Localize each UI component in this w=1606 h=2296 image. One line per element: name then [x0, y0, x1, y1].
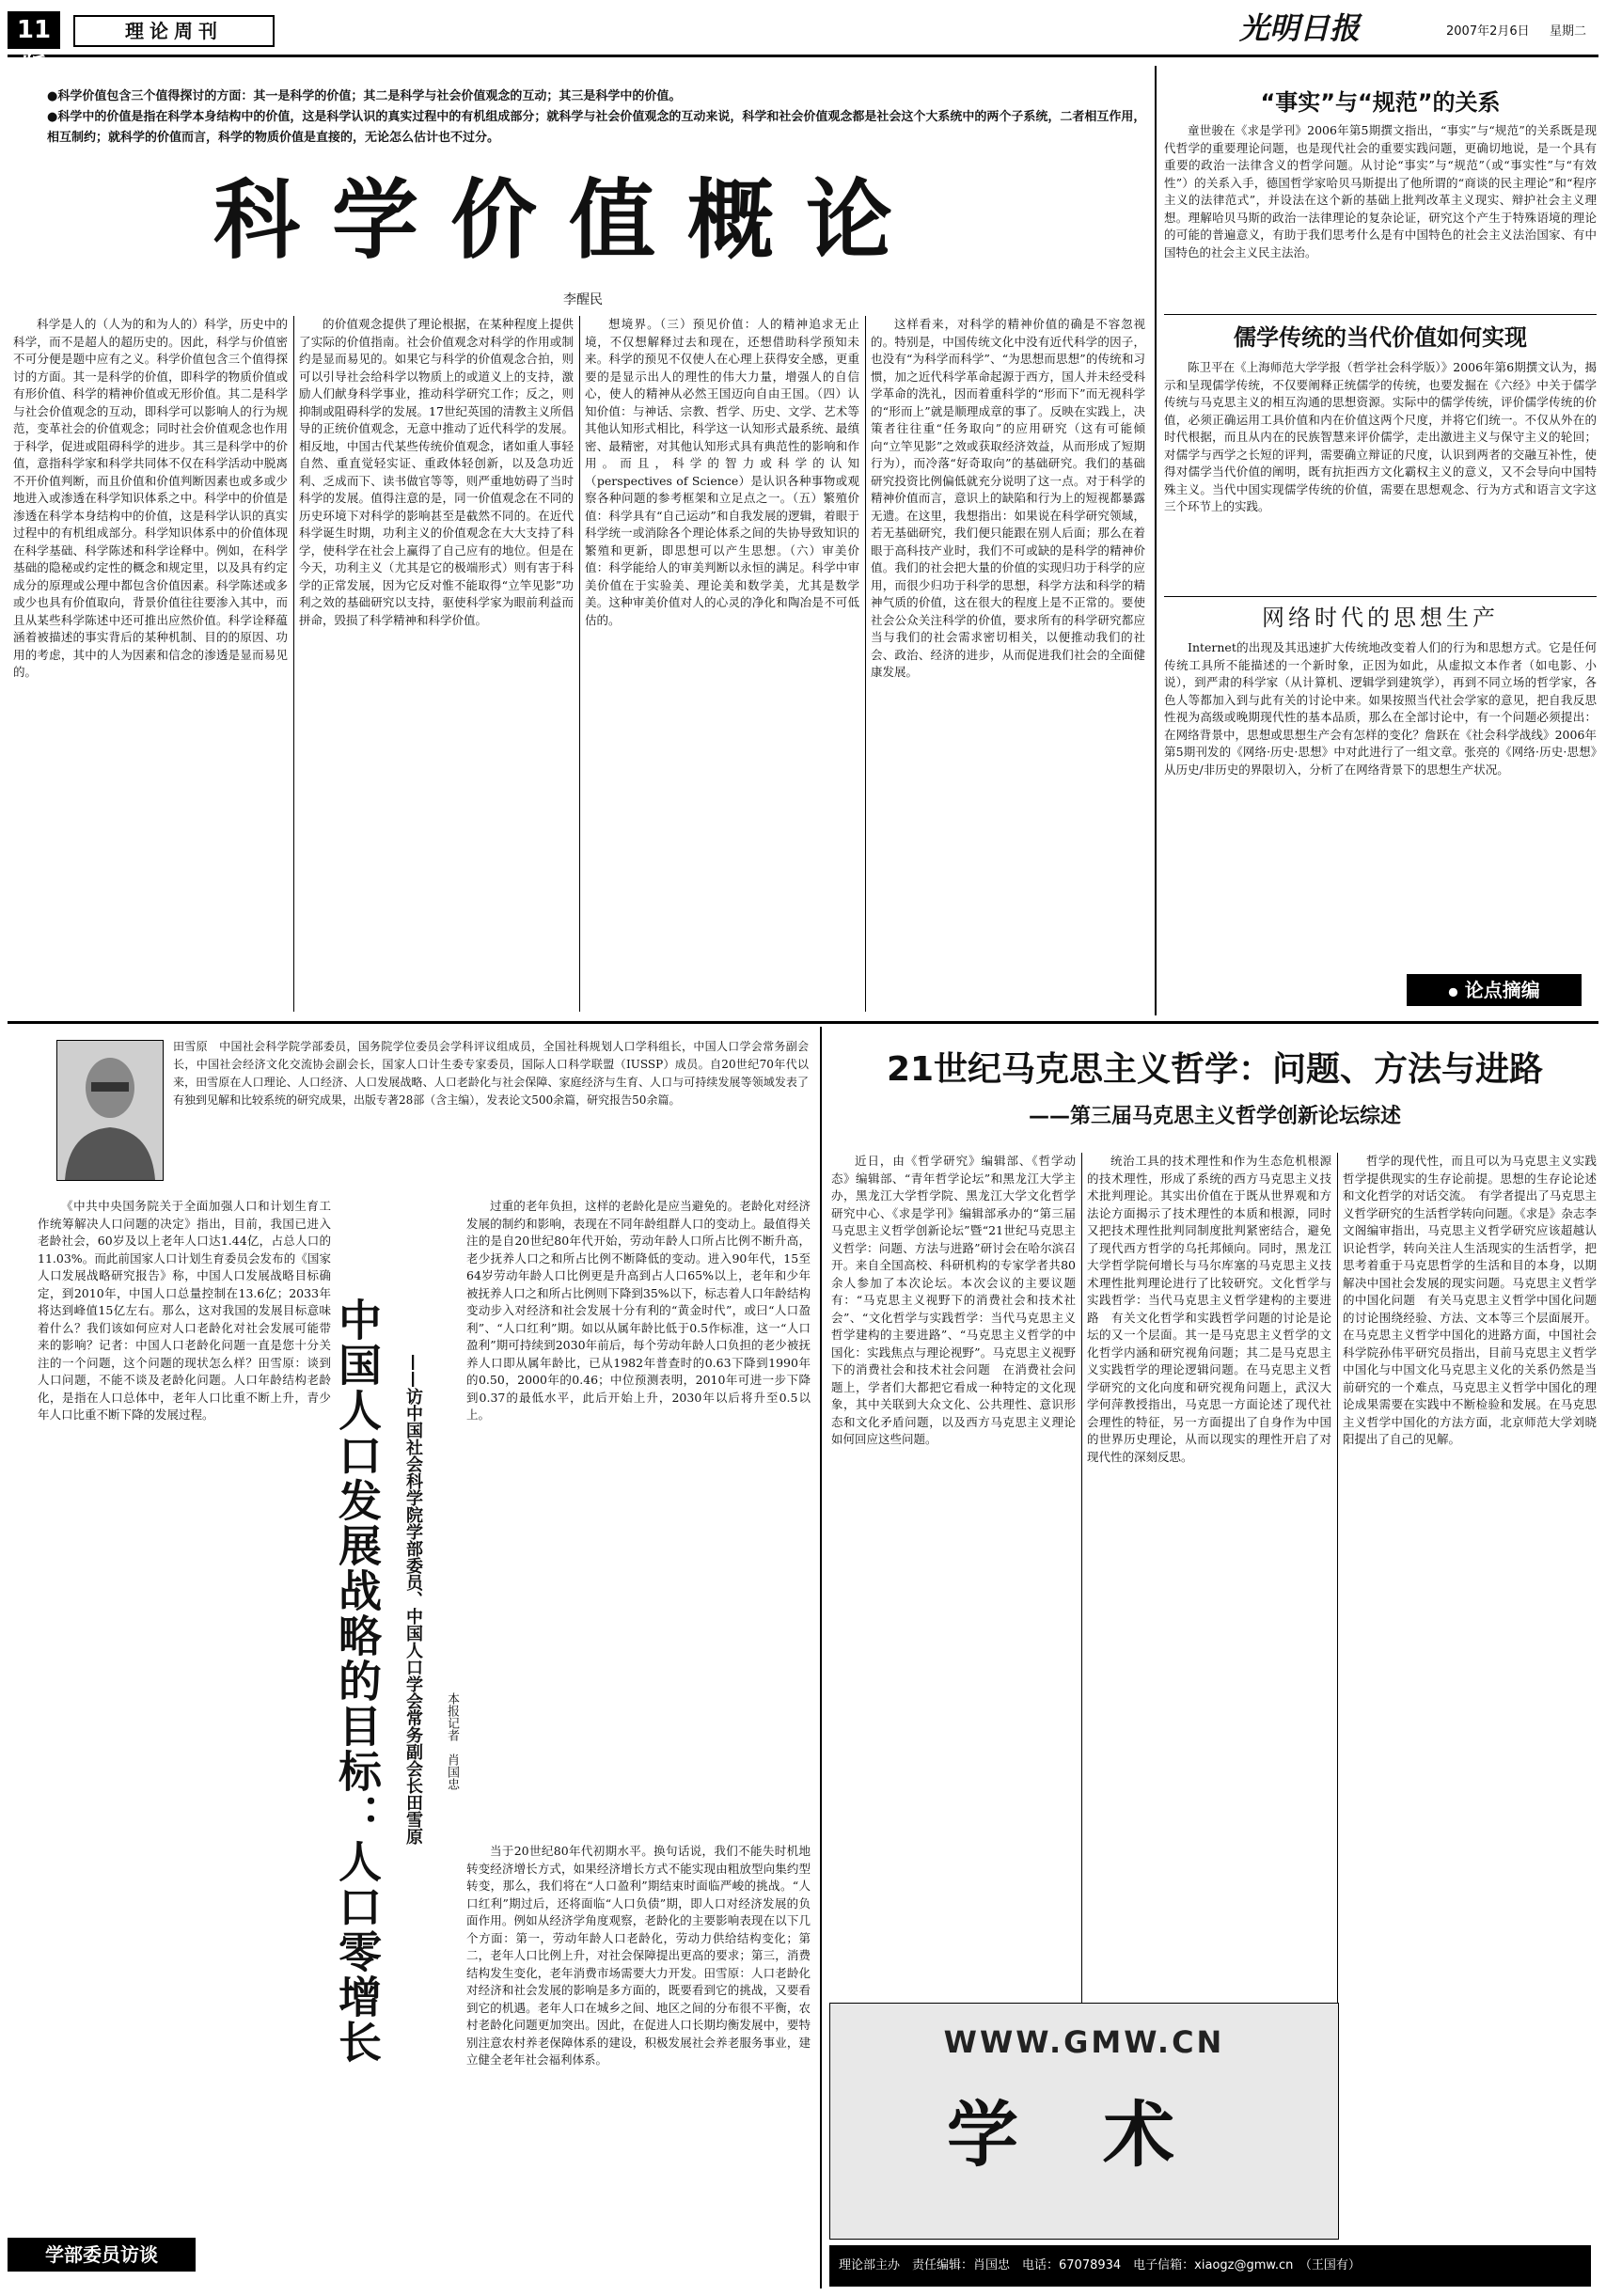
lead-intro-line: ●科学价值包含三个值得探讨的方面：其一是科学的价值；其二是科学与社会价值观念的互动；其三是科学中的价值。 — [47, 89, 682, 103]
sidebar-separator — [1164, 314, 1597, 315]
sidebar-title: 网络时代的思想生产 — [1262, 605, 1499, 631]
sidebar-tag-text: 论点摘编 — [1464, 979, 1540, 1001]
lead-col — [585, 316, 859, 1012]
section-divider — [8, 1021, 1598, 1024]
forum-paragraph: 近日，由《哲学研究》编辑部、《哲学动态》编辑部、“青年哲学论坛”和黑龙江大学主办，黑龙江大学哲学院、黑龙江大学文化哲学研究中心、《求是学刊》编辑部承办的“第三届马克思主义哲学创新论坛”暨“21世纪马克思主义哲学：问题、方法与进路”研讨会在哈尔滨召开。来自全国高校、科研机构的专家学者共80余人参加了本次论坛。本次会议的主要议题有：“马克思主义视野下的消费社会和技术社会”、“文化哲学与实践哲学：当代马克思主义哲学建构的主要进路”、“马克思主义哲学的中国化：实践焦点与理论视野”。马克思主义视野下的消费社会和技术社会问题 在消费社会问题上，学者们大都把它看成一种特定的文化现象，其中关联到大众文化、公共理性、意识形态和文化矛盾问题，以及西方马克思主义理论如何回应这些问题。 — [831, 1154, 1076, 1446]
interview-paragraph: 当于20世纪80年代初期水平。换句话说，我们不能失时机地转变经济增长方式，如果经济增长方式不能实现由粗放型向集约型转变，那么，我们将在“人口盈利”期结束时面临严峻的挑战。“人口红利”期过后，还将面临“人口负债”期，即人口对经济发展的负面作用。例如从经济学角度观察，老龄化的主要影响表现在以下几个方面：第一，劳动年龄人口老龄化，劳动力供给结构变化；第二，老年人口比例上升，对社会保障提出更高的要求；第三，消费结构发生变化，老年消费市场需要大力开发。田雪原：人口老龄化对经济和社会发展的影响是多方面的，既要看到它的挑战，又要看到它的机遇。老年人口在城乡之间、地区之间的分布很不平衡，农村老龄化问题更加突出。因此，在促进人口长期均衡发展中，要特别注意农村养老保障体系的建设，积极发展社会养老服务事业，建立健全老年社会福利体系。 — [466, 1844, 811, 2067]
lead-paragraph: 的价值观念提供了理论根据，在某种程度上提供了实际的价值指南。社会价值观念对科学的作用或制约是显而易见的。如果它与科学的价值观念合拍，则可以引导社会给科学以物质上的或道义上的支持，激励人们献身科学事业，推动科学研究工作；反之，则抑制或阻碍科学的发展。17世纪英国的清教主义所倡导的正统价值观念，无意中推动了近代科学的发展。相反地，中国古代某些传统价值观念，诸如重人事轻自然、重直觉轻实证、重政体轻创新，以及急功近利、乏成而下、读书做官等等，则严重地妨碍了当时科学的发展。值得注意的是，同一价值观念在不同的历史环境下对科学的影响甚至是截然不同的。在近代科学诞生时期，功利主义的价值观念在大大支持了科学，使科学在社会上赢得了自己应有的地位。但是在今天，功利主义（尤其是它的极端形式）则有害于科学的正常发展，因为它反对惟不能取得“立竿见影”功利之效的基础研究以支持，驱使科学家为眼前利益而拼命，毁损了科学精神和科学价值。 — [299, 317, 574, 627]
lead-author: 李醒民 — [563, 292, 603, 307]
interview-col — [466, 1843, 811, 2225]
interview-col — [38, 1198, 331, 2225]
forum-col — [1343, 1153, 1597, 2178]
column-divider — [579, 316, 580, 1012]
sidebar-item — [1164, 122, 1597, 310]
brand-url: WWW.GMW.CN — [943, 2024, 1225, 2060]
forum-col — [1087, 1153, 1331, 1999]
portrait-photo — [56, 1040, 164, 1181]
section-name-text: 理论周刊 — [125, 20, 223, 42]
interview-paragraph: 过重的老年负担，这样的老龄化是应当避免的。老龄化对经济发展的制约和影响，表现在不同年龄组群人口的变动上。最值得关注的是自20世纪80年代开始，劳动年龄人口所占比例不断升高，老少抚养人口之和所占比例不断降低的变动。进入90年代，15至64岁劳动年龄人口比例更是升高到占人口65%以上，老年和少年被抚养人口之和所占比例则下降到35%以下，标志着人口年龄结构变动步入对经济和社会发展十分有利的“黄金时代”，或曰“人口盈利”、“人口红利”期。如以从属年龄比低于0.5作标准，这一“人口盈利”期可持续到2030年前后，每个劳动年龄人口负担的老少被抚养人口即从属年龄比，已从1982年普查时的0.63下降到1990年的0.50，2000年的0.46；中位预测表明，2010年可进一步下降到0.37的最低水平，此后开始上升，2030年以后将升至0.5以上。 — [466, 1199, 811, 1422]
sidebar-separator — [1164, 596, 1597, 597]
column-divider — [293, 316, 294, 1012]
interview-label: 学部委员访谈 — [8, 2238, 196, 2272]
interviewee-bio: 田雪原 中国社会科学院学部委员，国务院学位委员会学科评议组成员，全国社科规划人口学科组长，中国人口学会常务副会长，中国社会经济文化交流协会副会长，国家人口计生委专家委员，国际人口科学联盟（IUSSP）成员。自20世纪70年代以来，田雪原在人口理论、人口经济、人口发展战略、人口老龄化与社会保障、家庭经济与生育、人口与可持续发展等领域发表了有独到见解和比较系统的研究成果，出版专著28部（含主编），发表论文500余篇，研究报告50余篇。 — [173, 1040, 809, 1107]
lead-paragraph: 想境界。（三）预见价值：人的精神追求无止境，不仅想解释过去和现在，还想借助科学预知未来。科学的预见不仅使人在心理上获得安全感，更重要的是显示出人的理性的伟大力量，增强人的自信心，使人的精神从必然王国迈向自由王国。（四）认知价值：与神话、宗教、哲学、历史、文学、艺术等其他认知形式相比，科学这一认知形式最系统、最缜密、最精密，对其他认知形式具有典范性的影响和作用。而且，科学的智力或科学的认知（perspectives of Science）是认识各种事物或观察各种问题的参考框架和立足点之一。（五）繁殖价值：科学具有“自己运动”和自我发展的逻辑，着眼于科学统一或消除各个理论体系之间的失协导致知识的繁殖和更新，即思想可以产生思想。（六）审美价值：科学能给人的审美判断以永恒的满足。科学中审美价值在于实验美、理论美和数学美，尤其是数学美。这种审美价值对人的心灵的净化和陶冶是不可低估的。 — [585, 317, 859, 627]
interview-subtitle: ——访中国社会科学院学部委员、中国人口学会常务副会长田雪原 — [403, 1354, 423, 1845]
interview-title: 中国人口发展战略的目标：人口零增长 — [332, 1297, 383, 2065]
lead-col — [299, 316, 574, 1012]
section-name — [73, 15, 275, 47]
lead-intro-line: ●科学中的价值是指在科学本身结构中的价值，这是科学认识的真实过程中的有机组成部分；就科学与社会价值观念的互动来说，科学和社会价值观念都是社会这个大系统中的两个子系统，二者相互作用，相互制约；就科学的价值而言，科学的物质价值是直接的，无论怎么估计也不过分。 — [47, 110, 1146, 145]
brand-box — [829, 2003, 1339, 2240]
sidebar-title: “事实”与“规范”的关系 — [1260, 89, 1501, 116]
masthead — [8, 8, 1598, 82]
forum-paragraph: 哲学的现代性，而且可以为马克思主义实践哲学提供现实的生存论前提。思想的生存论论述和文化哲学的对话交流。 有学者提出了马克思主义哲学研究的生活哲学转向问题。《求是》杂志李文阁编审指出，马克思主义哲学研究应该超越认识论哲学，转向关注人生活现实的生活哲学，把思考着重于马克思哲学的生活和目的本身，以期解决中国社会发展的现实问题。马克思主义哲学的中国化问题 有关马克思主义哲学中国化问题的讨论围绕经验、方法、文本等三个层面展开。在马克思主义哲学中国化的进路方面，中国社会科学院孙伟平研究员指出，目前马克思主义哲学中国化与中国文化马克思主义化的关系仍然是当前研究的一个难点，马克思主义哲学中国化的理论成果需要在实践中不断检验和发展。在马克思主义哲学中国化的方法方面，北京师范大学刘晓阳提出了自己的见解。 — [1343, 1154, 1597, 1446]
interview-paragraph: 《中共中央国务院关于全面加强人口和计划生育工作统筹解决人口问题的决定》指出，目前，我国已进入老龄社会，60岁及以上老年人口达1.44亿，占总人口的11.03%。而此前国家人口计划生育委员会发布的《国家人口发展战略研究报告》称，中国人口发展战略目标确定，到2010年，中国人口总量控制在13.6亿；2033年将达到峰值15亿左右。那么，这对我国的发展目标意味着什么？我们该如何应对人口老龄化对社会发展可能带来的影响？记者：中国人口老龄化问题一直是您十分关注的一个问题，这个问题的现状怎么样？田雪原：谈到人口问题，不能不谈及老龄化问题。人口年龄结构老龄化，是指在人口总体中，老年人口比重不断上升，青少年人口比重不断下降的发展过程。 — [38, 1199, 331, 1422]
lead-paragraph: 这样看来，对科学的精神价值的确是不容忽视的。特别是，中国传统文化中没有近代科学的因子，也没有“为科学而科学”、“为思想而思想”的传统和习惯，加之近代科学革命起源于西方，国人并未经受科学革命的洗礼，因而着重科学的“形而下”而无视科学的“形而上”就是顺理成章的事了。反映在实践上，决策者往往重“任务取向”的应用研究（这有可能倾向“立竿见影”之效或获取经济效益，从而形成了短期行为），而冷落“好奇取向”的基础研究。我们的基础研究投资比例偏低就充分说明了这一点。对于科学的精神价值而言，意识上的缺陷和行为上的短视都暴露无遗。在这里，我想指出：如果说在科学研究领域，若无基础研究，我们便只能跟在别人后面；那么在着眼于高科技产业时，我们不可或缺的是科学的精神价值。我们的社会把大量的价值的实现归功于科学的应用，而很少归功于科学的思想，科学方法和科学的精神气质的价值，这在很大的程度上是不正常的。要使社会公众关注科学的价值，要求所有的科学研究都应当与我们的社会需求密切相关，以便推动我们的社会、政治、经济的进步，从而促进我们社会的全面健康发展。 — [871, 317, 1145, 679]
interview-col — [466, 1198, 811, 1837]
issue-weekday: 星期二 — [1550, 24, 1587, 39]
lead-title: 科学价值概论 — [213, 170, 924, 271]
page-number: 11版 — [8, 11, 60, 49]
column-divider — [820, 1027, 822, 2288]
forum-subtitle: ——第三届马克思主义哲学创新论坛综述 — [1028, 1105, 1401, 1128]
column-divider — [865, 316, 866, 1012]
lead-intro — [47, 86, 1157, 149]
sidebar-title: 儒学传统的当代价值如何实现 — [1234, 324, 1527, 351]
bullet-icon: ● — [1448, 984, 1458, 999]
sidebar-item — [1164, 639, 1597, 970]
lead-paragraph: 科学是人的（人为的和为人的）科学，历史中的科学，而不是超人的超历史的。因此，科学与价值密不可分便是题中应有之义。科学价值包含三个值得探讨的方面。其一是科学的价值，即科学的物质价值或有形价值、科学的精神价值或无形价值。其二是科学与社会价值观念的互动，即科学可以影响人的行为规范，变革社会的价值观念；同时社会价值观念也作用于科学，促进或阻碍科学的进步。其三是科学中的价值，意指科学家和科学共同体不仅在科学活动中脱离不开价值判断，而且价值和价值判断因素也或多或少地进入或渗透在科学知识体系之中。科学中的价值是渗透在科学本身结构中的价值，这是科学认识的真实过程中的有机组成部分。科学知识体系中的价值体现在科学基础、科学陈述和科学诠释中。例如，在科学基础的隐秘或约定性的概念和规定里，以及具有约定成分的原理或公理中都包含价值因素。科学陈述或多或少也具有价值取向，背景价值往往要渗入其中，而且从某些科学陈述中还可推出应然价值。科学诠释蕴涵着被描述的事实背后的某种机制、目的的原因、功用的考虑，其中的人为因素和信念的渗透是显而易见的。 — [13, 317, 288, 679]
portrait-icon — [57, 1041, 163, 1180]
brand-name: 学术 — [947, 2093, 1259, 2177]
interview-byline: 本报记者 肖国忠 — [445, 1692, 459, 1790]
sidebar-paragraph: 陈卫平在《上海师范大学学报（哲学社会科学版）》2006年第6期撰文认为，揭示和呈现儒学传统，不仅要阐释正统儒学的传统，也要发掘在《六经》中关于儒学传统与马克思主义的相互沟通的思想资源。实际中的儒学传统，评价儒学传统的价值，必须正确运用工具价值和内在价值这两个尺度，并将它们统一。不仅从外在的时代根据，而且从内在的民族智慧来评价儒学，走出激进主义与保守主义的轮回；对儒学与西学之长短的评判，需要确立辩证的尺度，认识到两者的交融互补性，使得对儒学当代价值的阐明，既有抗拒西方文化霸权主义的意义，又不会导向中国特殊主义。当代中国实现儒学传统的价值，需要在思想观念、行为方式和语言文字这三个环节上的实践。 — [1164, 360, 1597, 513]
sidebar-tag — [1407, 974, 1582, 1006]
sidebar-paragraph: 童世骏在《求是学刊》2006年第5期撰文指出，“事实”与“规范”的关系既是现代哲学的重要理论问题，也是现代社会的重要实践问题，更确切地说，是一个具有重要的政治一法律含义的哲学问题。从讨论“事实”与“规范”（或“事实性”与“有效性”）的关系入手，德国哲学家哈贝马斯提出了他所谓的“商谈的民主理论”和“程序主义的法律范式”，并设法在这个新的基础上批判改革主义现实、辩护社会主义理想。理解哈贝马斯的政治一法律理论的复杂论证，研究这个产生于特殊语境的理论的可能的普遍意义，有助于我们思考什么是有中国特色的社会主义法治国家、有中国特色的社会主义民主法治。 — [1164, 123, 1597, 259]
lead-col — [13, 316, 288, 1012]
lead-col — [871, 316, 1145, 1012]
sidebar-item — [1164, 359, 1597, 592]
forum-title: 21世纪马克思主义哲学：问题、方法与进路 — [886, 1050, 1544, 1089]
editorial-contact: 理论部主办 责任编辑：肖国忠 电话：67078934 电子信箱：xiaogz@gmw.cn （王国有） — [829, 2245, 1591, 2287]
issue-date: 2007年2月6日 — [1446, 24, 1530, 39]
forum-paragraph: 统治工具的技术理性和作为生态危机根源的技术理性，形成了系统的西方马克思主义技术批判理论。其实出价值在于既从世界观和方法论方面揭示了技术理性的本质和根源，同时又把技术理性批判同制度批判紧密结合，避免了现代西方哲学的乌托邦倾向。同时，黑龙江大学哲学院何增长与马尔库塞的马克思主义技术理性批判理论进行了比较研究。文化哲学与实践哲学：当代马克思主义哲学建构的主要进路 有关文化哲学和实践哲学问题的讨论是论坛的又一个层面。其一是马克思主义哲学的文化哲学内涵和研究视角问题；其二是马克思主义实践哲学的理论逻辑问题。在马克思主义哲学研究的文化向度和研究视角问题上，武汉大学何萍教授指出，马克思一方面论述了现代社会理性的特征，另一方面提出了自身作为中国的世界历史理论，从而以现实的理性开启了对现代性的深刻反思。 — [1087, 1154, 1331, 1464]
sidebar-divider — [1155, 66, 1157, 1015]
sidebar-paragraph: Internet的出现及其迅速扩大传统地改变着人们的行为和思想方式。它是任何传统工具所不能描述的一个新时象，正因为如此，从虚拟文本作者（如电影、小说），到严肃的科学家（从计算机、逻辑学到建筑学），再到不同立场的哲学家，各色人等都加入到与此有关的讨论中来。如果按照当代社会学家的意见，把自我反思性视为高级或晚期现代性的基本品质，那么在全部讨论中，有一个问题必须提出：在网络背景中，思想或思想生产会有怎样的变化？詹跃在《社会科学战线》2006年第5期刊发的《网络·历史·思想》中对此进行了一组文章。张亮的《网络·历史·思想》从历史/非历史的界限切入，分析了在网络背景下的思想生产状况。 — [1164, 640, 1597, 777]
paper-logo: 光明日报 — [1239, 10, 1361, 46]
